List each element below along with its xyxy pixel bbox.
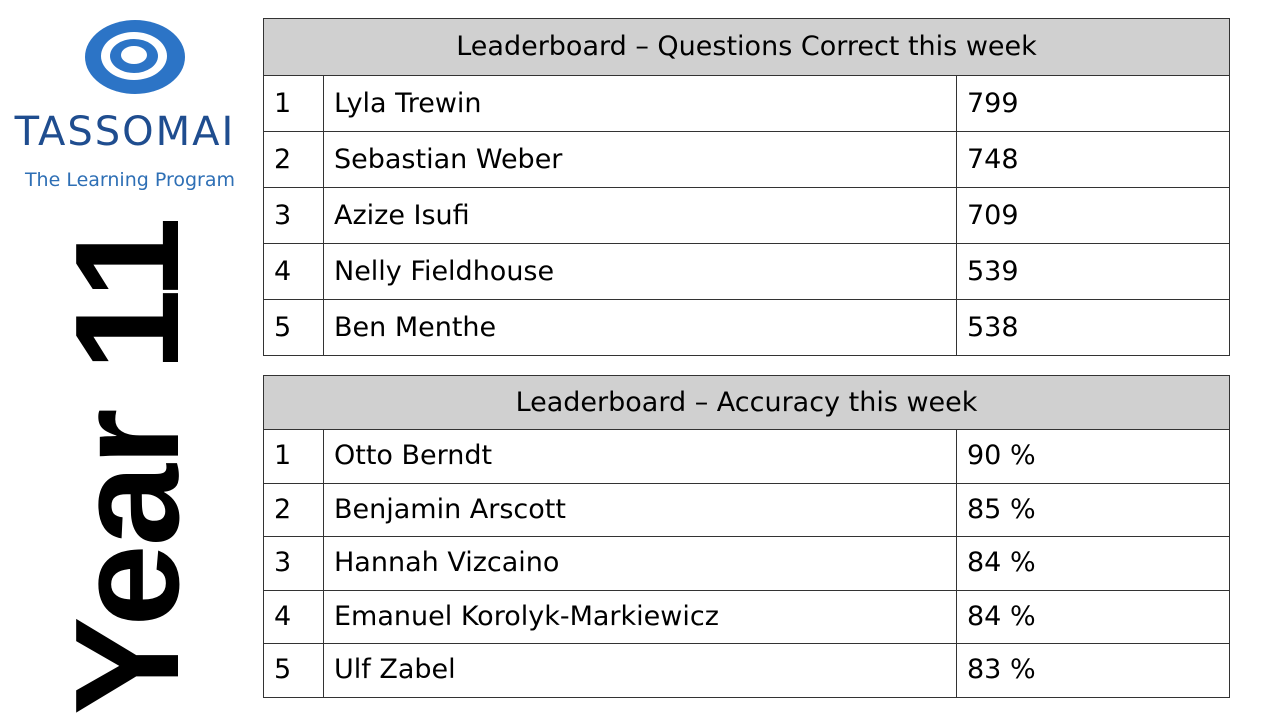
table-row (264, 76, 1229, 132)
rank-cell: 5 (264, 300, 324, 355)
brand-name: TASSOMAI (14, 109, 236, 155)
rank-cell: 2 (264, 484, 324, 537)
table-row (264, 430, 1229, 484)
rank-cell: 1 (264, 76, 324, 131)
student-name-cell: Ben Menthe (324, 300, 957, 355)
rank-cell: 4 (264, 244, 324, 299)
table-row (264, 537, 1229, 591)
rank-cell: 4 (264, 591, 324, 644)
year-label: Year 11 (45, 218, 210, 716)
student-name-cell: Otto Berndt (324, 430, 957, 483)
table-row (264, 591, 1229, 645)
student-name-cell: Hannah Vizcaino (324, 537, 957, 590)
accuracy-cell: 84 % (967, 547, 1036, 579)
student-name-cell: Nelly Fieldhouse (324, 244, 957, 299)
score-cell: 748 (967, 144, 1019, 175)
student-name-cell: Emanuel Korolyk-Markiewicz (324, 591, 957, 644)
leaderboard-title: Leaderboard – Questions Correct this week (264, 19, 1229, 76)
accuracy-cell: 85 % (967, 493, 1036, 525)
accuracy-cell: 83 % (967, 654, 1036, 686)
score-cell: 709 (967, 200, 1019, 231)
target-logo-icon (84, 18, 188, 96)
table-row (264, 132, 1229, 188)
rank-cell: 3 (264, 188, 324, 243)
tassomai-logo (14, 18, 236, 198)
brand-tagline: The Learning Program (24, 169, 236, 191)
rank-cell: 1 (264, 430, 324, 483)
score-cell: 539 (967, 256, 1019, 287)
leaderboard-title: Leaderboard – Accuracy this week (264, 376, 1229, 430)
student-name-cell: Azize Isufi (324, 188, 957, 243)
table-row (264, 244, 1229, 300)
rank-cell: 3 (264, 537, 324, 590)
table-row (264, 300, 1229, 355)
rank-cell: 5 (264, 644, 324, 697)
score-cell: 799 (967, 88, 1019, 119)
rank-cell: 2 (264, 132, 324, 187)
questions-leaderboard (263, 18, 1230, 356)
table-row (264, 484, 1229, 538)
accuracy-leaderboard (263, 375, 1230, 698)
accuracy-cell: 90 % (967, 440, 1036, 471)
score-cell: 538 (967, 312, 1019, 343)
table-row (264, 644, 1229, 697)
table-row (264, 188, 1229, 244)
student-name-cell: Sebastian Weber (324, 132, 957, 187)
student-name-cell: Benjamin Arscott (324, 484, 957, 537)
student-name-cell: Ulf Zabel (324, 644, 957, 697)
accuracy-cell: 84 % (967, 600, 1036, 632)
student-name-cell: Lyla Trewin (324, 76, 957, 131)
